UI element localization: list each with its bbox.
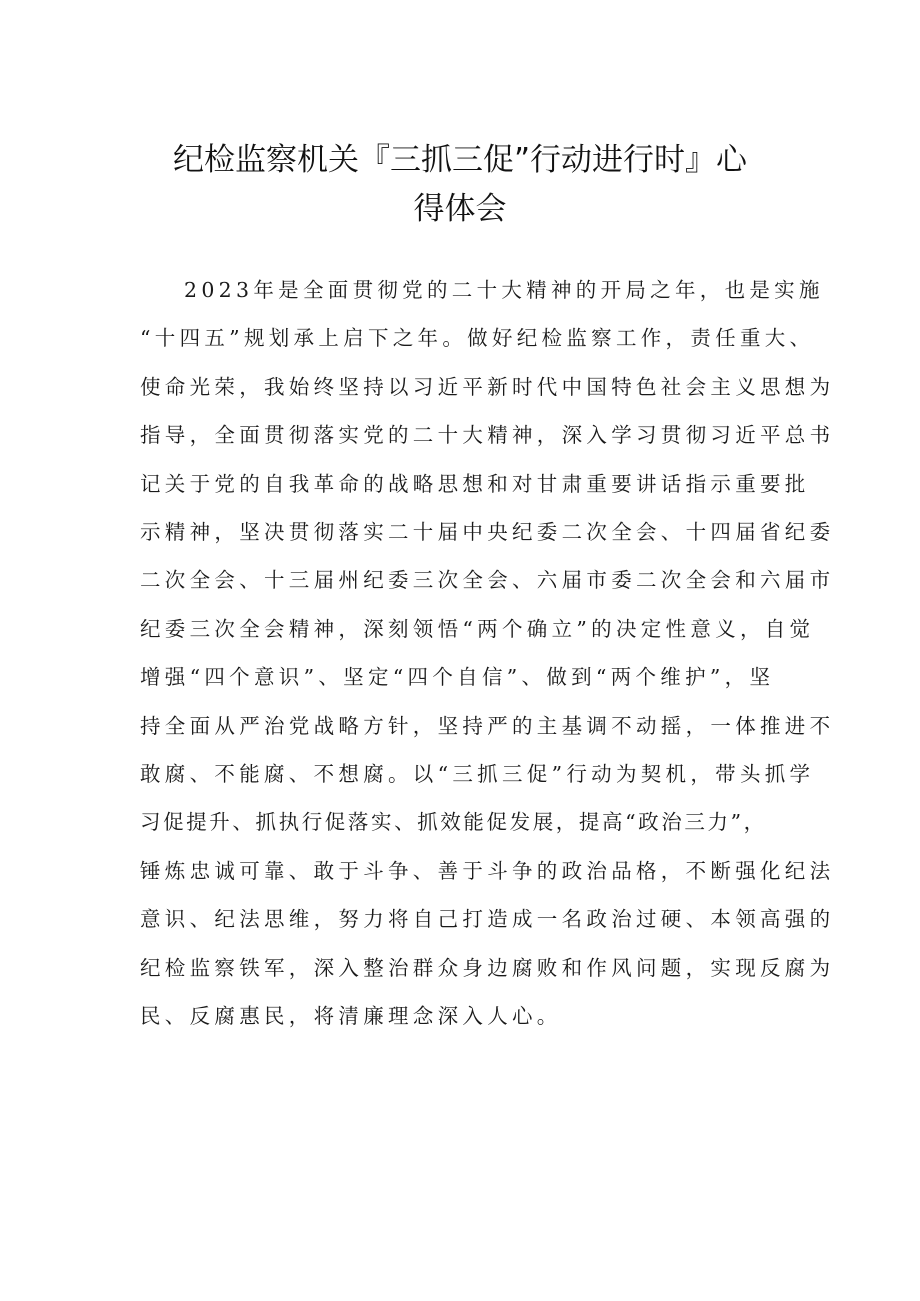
paragraph-line: 敢腐、不能腐、不想腐。以“三抓三促”行动为契机，带头抓学 <box>140 762 815 787</box>
paragraph-line: 示精神，坚决贯彻落实二十届中央纪委二次全会、十四届省纪委 <box>140 520 835 545</box>
paragraph-line: 指导，全面贯彻落实党的二十大精神，深入学习贯彻习近平总书 <box>140 423 835 448</box>
paragraph-line: 锤炼忠诚可靠、敢于斗争、善于斗争的政治品格，不断强化纪法 <box>140 858 835 883</box>
paragraph-line: 2023年是全面贯彻党的二十大精神的开局之年，也是实施 <box>184 278 824 302</box>
paragraph-line: 习促提升、抓执行促落实、抓效能促发展，提高“政治三力”， <box>140 810 767 835</box>
title-line: 得体会 <box>413 191 507 227</box>
paragraph-line: 纪检监察铁军，深入整治群众身边腐败和作风问题，实现反腐为 <box>140 955 835 980</box>
paragraph-line: “十四五”规划承上启下之年。做好纪检监察工作，责任重大、 <box>140 326 815 351</box>
body-paragraph <box>140 266 835 1041</box>
paragraph-line: 二次全会、十三届州纪委三次全会、六届市委二次全会和六届市 <box>140 568 835 593</box>
paragraph-line: 纪委三次全会精神，深刻领悟“两个确立”的决定性意义，自觉 <box>140 616 815 641</box>
document-title <box>120 136 800 234</box>
paragraph-line: 民、反腐惠民，将清廉理念深入人心。 <box>140 1004 562 1029</box>
title-line: 纪检监察机关『三抓三促”行动进行时』心 <box>172 142 748 178</box>
paragraph-line: 增强“四个意识”、坚定“四个自信”、做到“两个维护”，坚 <box>140 665 775 690</box>
paragraph-line: 记关于党的自我革命的战略思想和对甘肃重要讲话指示重要批 <box>140 471 810 496</box>
paragraph-line: 意识、纪法思维，努力将自己打造成一名政治过硬、本领高强的 <box>140 907 835 932</box>
paragraph-line: 持全面从严治党战略方针，坚持严的主基调不动摇，一体推进不 <box>140 713 835 738</box>
paragraph-line: 使命光荣，我始终坚持以习近平新时代中国特色社会主义思想为 <box>140 374 835 399</box>
